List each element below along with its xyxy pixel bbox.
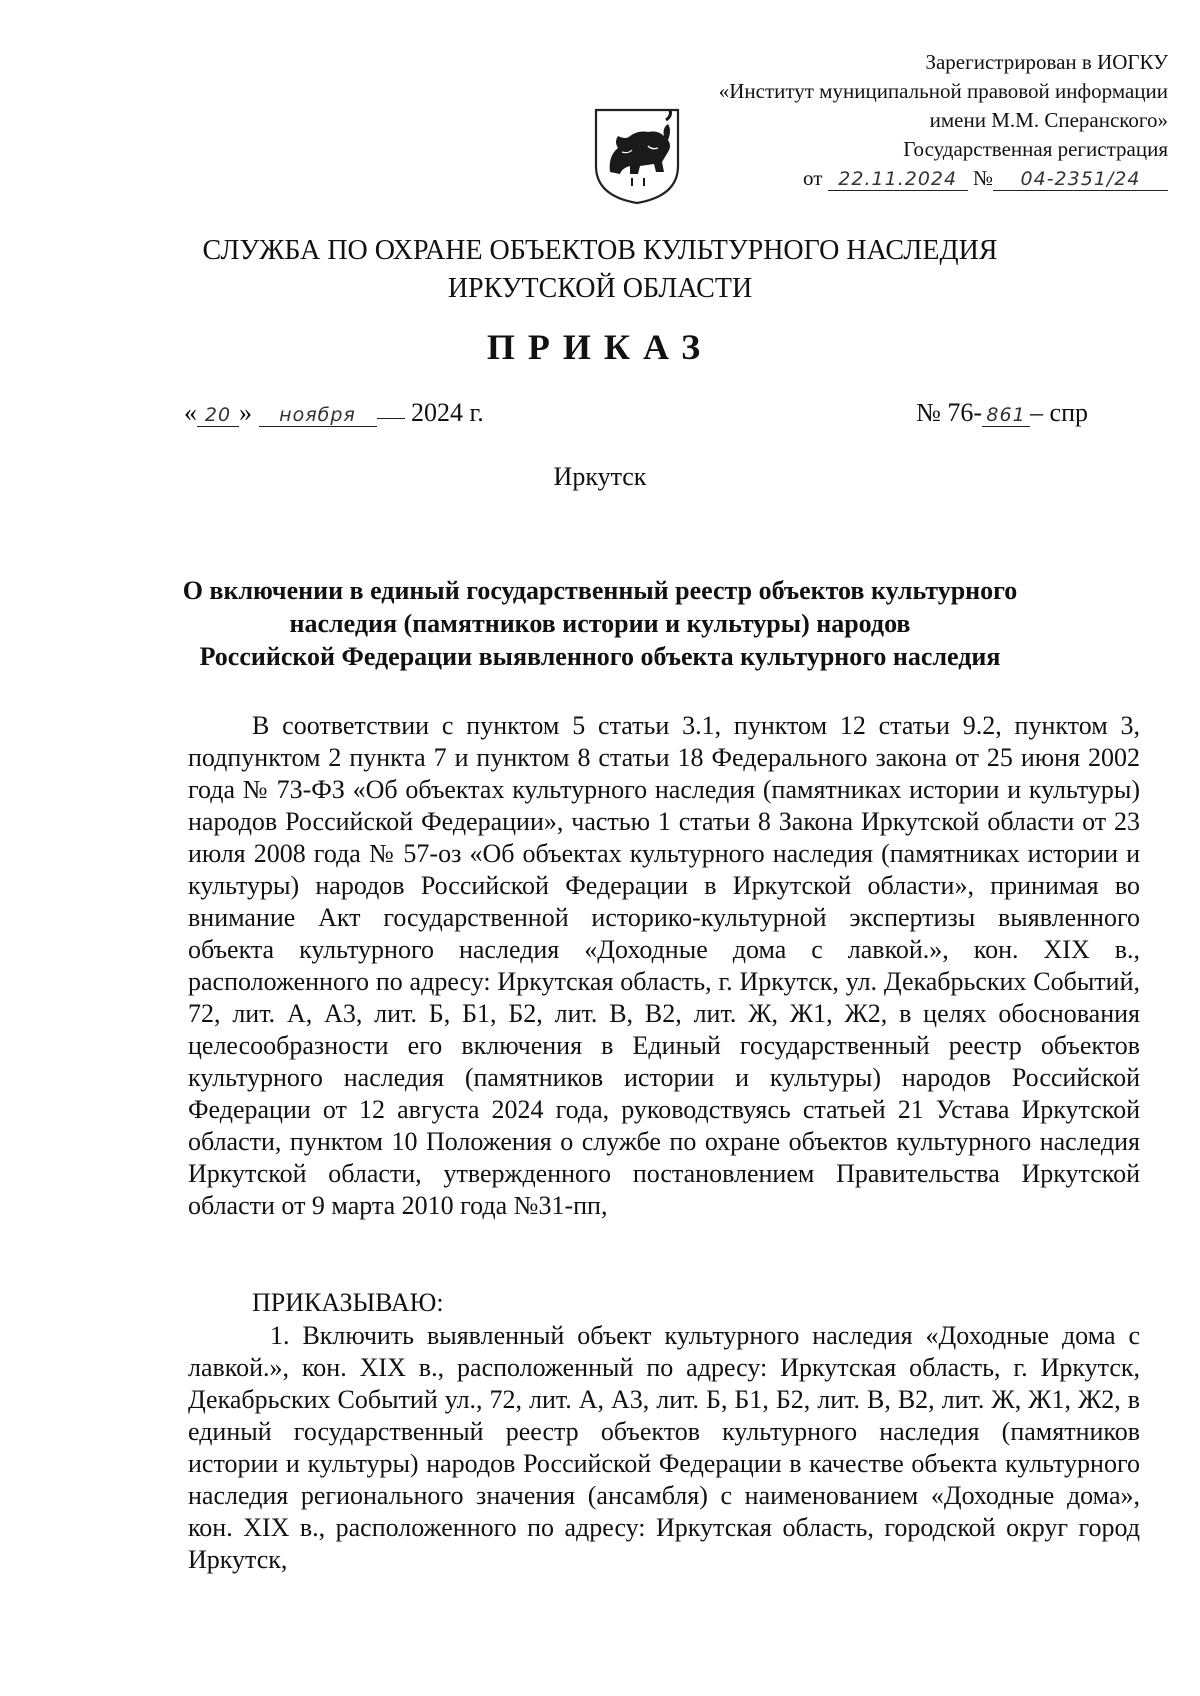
document-type-title: ПРИКАЗ <box>486 327 714 367</box>
registration-line-3: имени М.М. Сперанского» <box>929 108 1168 132</box>
registration-line-4: Государственная регистрация <box>903 137 1168 161</box>
order-item-1: 1. Включить выявленный объект культурного наследия «Доходные дома с лавкой.», кон. XIX в., расположенный по адресу: Иркутская область, г. Иркутск, Декабрьских Событий ул., 72, лит. А, А3, лит. Б, Б1, Б2, лит. В, В2, лит. Ж, Ж1, Ж2, в единый государственный реестр объектов культурного наследия (памятников истории и культуры) народов Российской Федерации в качестве объекта культурного наследия регионального значения (ансамбля) с наименованием «Доходные дома», кон. XIX в., расположенного по адресу: Иркутская область, городской округ город Иркутск, <box>188 1321 1140 1574</box>
order-date-year: 2024 г. <box>411 398 484 427</box>
preamble-paragraph: В соответствии с пунктом 5 статьи 3.1, пунктом 12 статьи 9.2, пунктом 3, подпунктом 2 пункта 7 и пунктом 8 статьи 18 Федерального закона от 25 июня 2002 года № 73-ФЗ «Об объектах культурного наследия (памятниках истории и культуры) народов Российской Федерации», частью 1 статьи 8 Закона Иркутской области от 23 июля 2008 года № 57-оз «Об объектах культурного наследия (памятниках истории и культуры) народов Российской Федерации в Иркутской области», принимая во внимание Акт государственной историко-культурной экспертизы выявленного объекта культурного наследия «Доходные дома с лавкой.», кон. XIX в., расположенного по адресу: Иркутская область, г. Иркутск, ул. Декабрьских Событий, 72, лит. А, А3, лит. Б, Б1, Б2, лит. В, В2, лит. Ж, Ж1, Ж2, в целях обоснования целесообразности его включения в Единый государственный реестр объектов культурного наследия (памятников истории и культуры) народов Российской Федерации от 12 августа 2024 года, руководствуясь статьей 21 Устава Иркутской области, пунктом 10 Положения о службе по охране объектов культурного наследия Иркутской области, утвержденного постановлением Правительства Иркутской области от 9 марта 2010 года №31-пп, <box>188 711 1140 1220</box>
registration-date-line <box>648 164 1168 193</box>
order-number <box>916 398 1088 428</box>
order-date-open-quote: « <box>184 398 197 427</box>
order-number-suffix: – спр <box>1030 398 1088 427</box>
registration-date-prefix: от <box>803 166 823 190</box>
order-date-underline <box>377 418 405 419</box>
order-subject-line-3: Российской Федерации выявленного объекта культурного наследия <box>199 642 1001 671</box>
order-number-prefix: № 76- <box>916 398 983 427</box>
organization-name <box>0 232 1200 308</box>
order-word: ПРИКАЗЫВАЮ: <box>252 1288 444 1317</box>
city: Иркутск <box>553 462 647 491</box>
order-date-day: 20 <box>197 404 239 427</box>
registration-line-1: Зарегистрирован в ИОГКУ <box>925 50 1168 74</box>
order-subject <box>150 574 1050 673</box>
registration-number-prefix: № <box>972 166 993 190</box>
registration-stamp <box>648 48 1168 193</box>
registration-line-2: «Институт муниципальной правовой информации <box>718 79 1168 103</box>
organization-name-line-1: СЛУЖБА ПО ОХРАНЕ ОБЪЕКТОВ КУЛЬТУРНОГО НАСЛЕДИЯ <box>202 235 998 266</box>
order-date-close-quote: » <box>239 398 252 427</box>
irkutsk-coat-of-arms-icon <box>592 106 682 206</box>
order-date-month: ноября <box>259 404 377 427</box>
order-subject-line-2: наследия (памятников истории и культуры) народов <box>289 609 911 638</box>
order-subject-line-1: О включении в единый государственный реестр объектов культурного <box>182 576 1018 605</box>
order-date <box>184 398 484 428</box>
registration-date: 22.11.2024 <box>828 168 968 191</box>
organization-name-line-2: ИРКУТСКОЙ ОБЛАСТИ <box>447 273 753 304</box>
order-number-handwritten: 861 <box>982 404 1030 427</box>
registration-number: 04-2351/24 <box>993 168 1168 191</box>
